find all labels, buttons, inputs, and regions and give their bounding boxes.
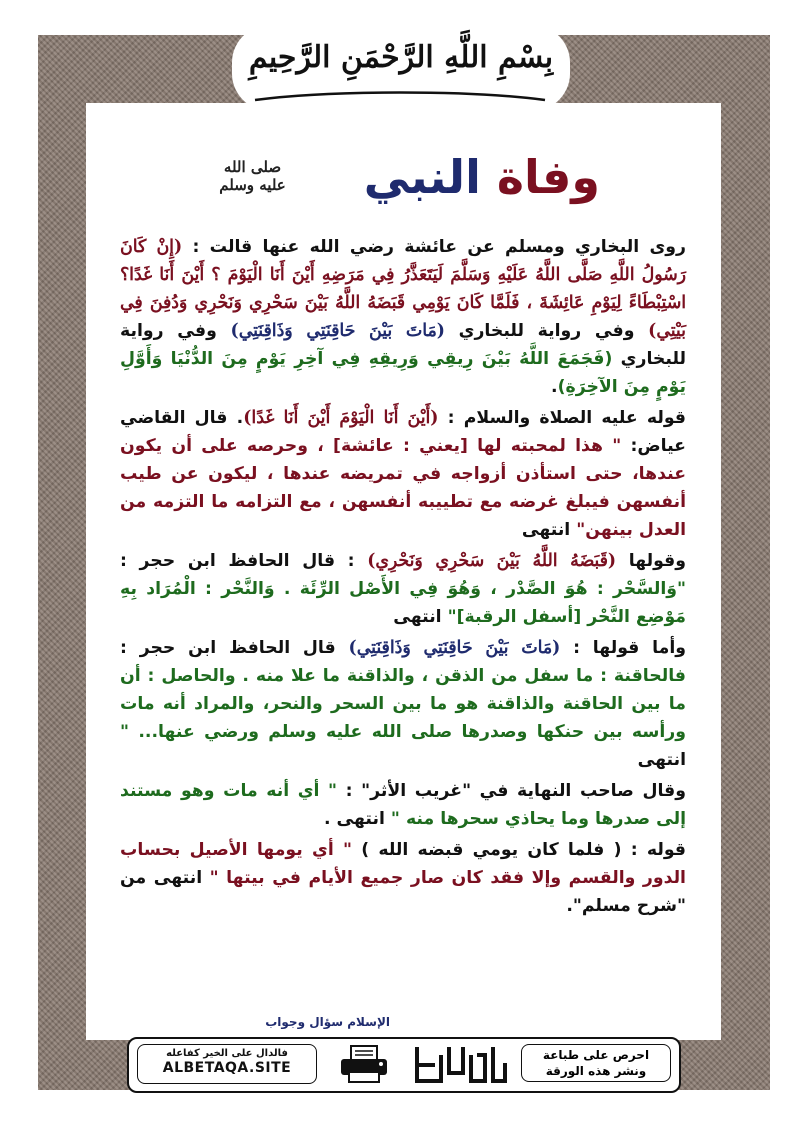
text-segment: (فَجَمَعَ اللَّهُ بَيْنَ رِيقِي وَرِيقِهِ فِي آخِرِ يَوْمٍ مِنَ الدُّنْيَا وَأَوَّلِ يَوْمٍ مِنَ الآخِرَةِ) <box>120 349 686 397</box>
paragraph-1 <box>120 233 686 401</box>
page-title <box>364 150 600 204</box>
site-box <box>137 1044 317 1084</box>
text-segment: "وَالسَّحْر : هُوَ الصَّدْر ، وَهُوَ فِي الأَصْل الرِّئَة . وَالنَّحْر : الْمُرَاد بِهِ مَوْضِع النَّحْر [أسفل الرقبة]" <box>120 579 686 627</box>
site-url[interactable]: ALBETAQA.SITE <box>162 1060 292 1076</box>
text-segment: وقولها <box>616 551 686 571</box>
title-row <box>200 150 600 220</box>
text-segment: (قَبَضَهُ اللَّهُ بَيْنَ سَحْرِي وَنَحْرِي) <box>367 551 617 571</box>
title-word-1: وفاة <box>480 150 600 204</box>
text-segment: وأما قولها : <box>560 638 687 658</box>
text-segment: انتهى <box>637 750 686 770</box>
basmala-calligraphy: بِسْمِ اللَّهِ الرَّحْمَنِ الرَّحِيمِ <box>248 40 554 75</box>
paragraph-2 <box>120 404 686 544</box>
title-word-2: النبي <box>363 150 481 204</box>
text-segment: (أَيْنَ أَنَا الْيَوْمَ أَيْنَ أَنَا غَدًا) <box>243 408 439 428</box>
source-credit: الإسلام سؤال وجواب <box>265 1015 390 1029</box>
text-segment: " أي يومها الأصيل بحساب الدور والقسم وإلا فقد كان صار جميع الأيام في بيتها " <box>120 840 686 888</box>
paragraph-4 <box>120 634 686 774</box>
text-segment: وقال صاحب النهاية في "غريب الأثر" : <box>337 781 686 801</box>
text-segment: قوله عليه الصلاة والسلام : <box>438 408 687 428</box>
text-segment: انتهى . <box>323 809 391 829</box>
text-segment: قال الحافظ ابن حجر : <box>120 638 349 658</box>
print-appeal-box <box>521 1044 671 1082</box>
text-segment: انتهى <box>393 607 448 627</box>
text-segment: : قال الحافظ ابن حجر : <box>120 551 368 571</box>
kufic-logo-icon <box>411 1043 509 1085</box>
text-segment: وفي رواية للبخاري <box>444 321 649 341</box>
paragraph-5 <box>120 777 686 833</box>
text-segment: (إِنْ كَانَ رَسُولُ اللَّهِ صَلَّى اللَّهُ عَلَيْهِ وَسَلَّمَ لَيَتَعَذَّرُ فِي مَرَضِهِ أَيْنَ أَنَا الْيَوْمَ ؟ أَيْنَ أَنَا غَدًا؟ اسْتِبْطَاءً لِيَوْمِ عَائِشَةَ ، فَلَمَّا كَانَ يَوْمِي قَبَضَهُ اللَّهُ بَيْنَ سَحْرِي وَنَحْرِي وَدُفِنَ فِي بَيْتِي) <box>120 237 686 341</box>
text-segment: روى البخاري ومسلم عن عائشة رضي الله عنها قالت : <box>182 237 686 257</box>
text-segment: وفي رواية للبخاري <box>120 321 686 369</box>
text-segment: (مَاتَ بَيْنَ حَاقِنَتِي وَذَاقِنَتِي) <box>348 638 561 658</box>
print-appeal-line-2: ونشر هذه الورقة <box>545 1064 647 1078</box>
text-segment: (مَاتَ بَيْنَ حَاقِنَتِي وَذَاقِنَتِي) <box>230 321 445 341</box>
printer-icon <box>331 1044 397 1084</box>
text-segment: " هذا لمحبته لها [يعني : عائشة] ، وحرصه على أن يكون عندها، حتى استأذن أزواجه في تمريضه عندها ، ليكون عن طيب أنفسهن فيبلغ غرضه مع تطييبه أنفسهن ، مع التزامه ما التزمه من العدل بينهن" <box>120 436 686 540</box>
text-segment: قوله : ( فلما كان يومي قبضه الله ) <box>351 840 686 860</box>
text-segment: . قال القاضي عياض: <box>120 408 686 456</box>
site-tagline: فالدال على الخير كفاعله <box>166 1048 288 1059</box>
footer-bar <box>127 1037 681 1093</box>
text-segment: انتهى من "شرح مسلم". <box>120 868 686 916</box>
salawat-calligraphy: صلى الله عليه وسلم <box>219 158 286 194</box>
text-segment: فالحاقنة : ما سفل من الذقن ، والذاقنة ما علا منه . والحاصل : أن ما بين الحاقنة والذاقنة هو ما بين السحر والنحر، والمراد أنه مات ورأسه بين حنكها وصدرها صلى الله عليه وسلم ورضي عنها... " <box>120 666 686 742</box>
paragraph-6 <box>120 836 686 920</box>
article-body <box>120 233 686 923</box>
text-segment: . <box>551 377 558 397</box>
print-appeal-line-1: احرص على طباعة <box>542 1048 650 1062</box>
basmala-swash-icon <box>250 88 550 104</box>
paragraph-3 <box>120 547 686 631</box>
text-segment: " أي أنه مات وهو مستند إلى صدرها وما يحاذي سحرها منه " <box>120 781 686 829</box>
text-segment: انتهى <box>521 520 577 540</box>
